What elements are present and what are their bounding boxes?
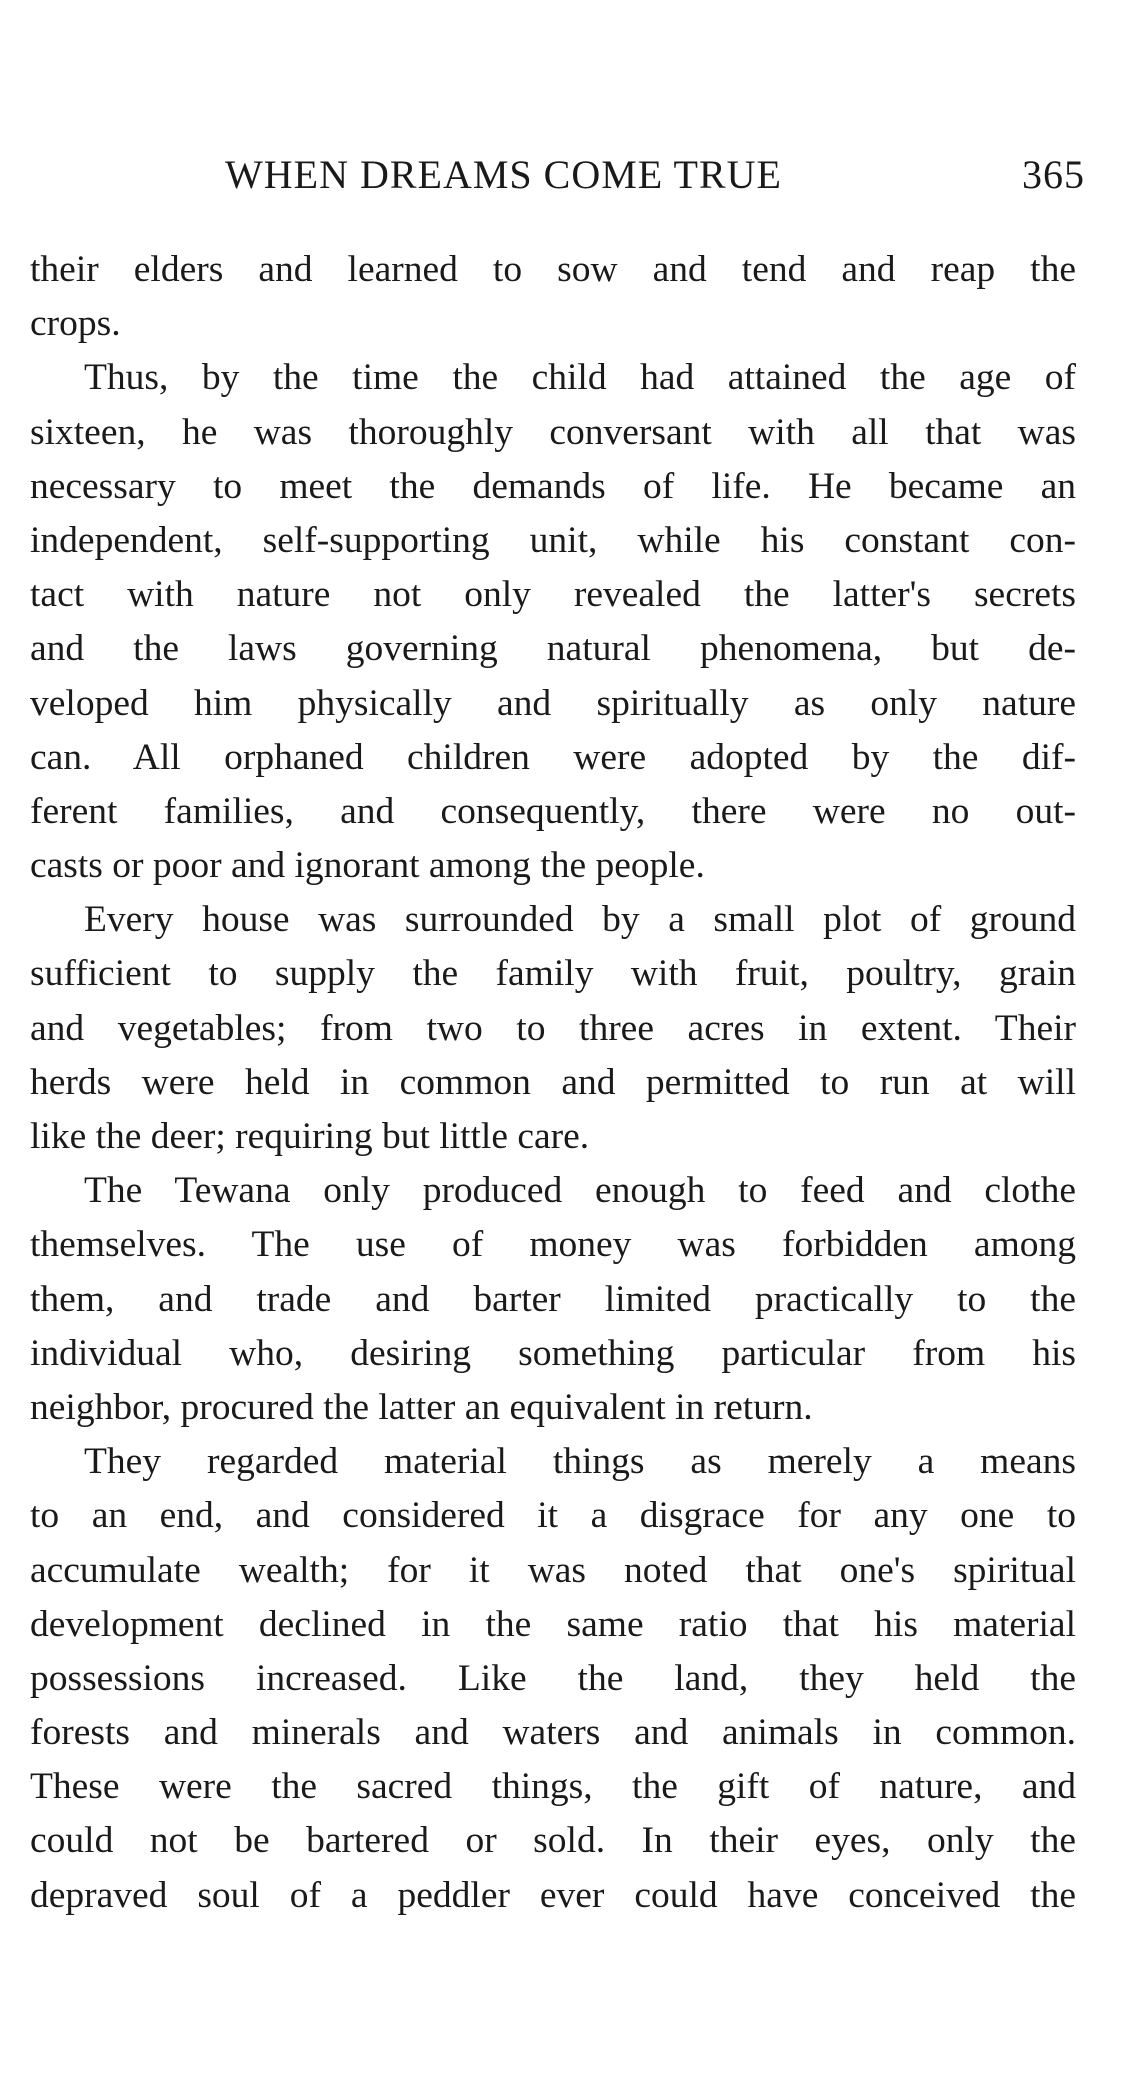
text-line: development declined in the same ratio that his material <box>30 1603 1076 1645</box>
text-line: sufficient to supply the family with fruit, poultry, grain <box>30 953 1076 995</box>
text-line: could not be bartered or sold. In their eyes, only the <box>30 1820 1076 1862</box>
text-line: tact with nature not only revealed the latter's secrets <box>30 574 1076 616</box>
text-line: forests and minerals and waters and animals in common. <box>30 1712 1076 1754</box>
text-line: depraved soul of a peddler ever could have conceived the <box>30 1874 1076 1916</box>
text-line: possessions increased. Like the land, they held the <box>30 1657 1076 1699</box>
text-line: casts or poor and ignorant among the people. <box>30 845 705 887</box>
text-line: ferent families, and consequently, there were no out- <box>30 790 1076 832</box>
text-line: themselves. The use of money was forbidden among <box>30 1224 1076 1266</box>
text-line: necessary to meet the demands of life. He became an <box>30 465 1076 507</box>
text-line: The Tewana only produced enough to feed and clothe <box>84 1170 1076 1212</box>
text-line: can. All orphaned children were adopted by the dif- <box>30 736 1076 778</box>
text-line: to an end, and considered it a disgrace for any one to <box>30 1495 1076 1537</box>
text-line: veloped him physically and spiritually as only nature <box>30 682 1076 724</box>
text-line: like the deer; requiring but little care. <box>30 1116 590 1157</box>
text-line: them, and trade and barter limited practically to the <box>30 1278 1076 1320</box>
text-line: crops. <box>30 303 121 345</box>
text-line: These were the sacred things, the gift of nature, and <box>30 1766 1076 1808</box>
body-text <box>30 243 1076 1923</box>
text-line: They regarded material things as merely a means <box>84 1441 1076 1483</box>
text-line: and the laws governing natural phenomena, but de- <box>30 628 1076 670</box>
text-line: Every house was surrounded by a small plot of ground <box>84 899 1076 941</box>
text-line: independent, self-supporting unit, while his constant con- <box>30 519 1076 561</box>
text-line: accumulate wealth; for it was noted that one's spiritual <box>30 1549 1076 1591</box>
running-title: WHEN DREAMS COME TRUE <box>225 152 782 197</box>
text-line: their elders and learned to sow and tend and reap the <box>30 249 1076 290</box>
text-line: herds were held in common and permitted to run at will <box>30 1061 1076 1103</box>
text-line: individual who, desiring something particular from his <box>30 1332 1076 1374</box>
page-number: 365 <box>1022 152 1085 197</box>
text-line: and vegetables; from two to three acres in extent. Their <box>30 1007 1076 1049</box>
running-head <box>225 150 1085 200</box>
text-line: neighbor, procured the latter an equivalent in return. <box>30 1386 813 1428</box>
text-line: Thus, by the time the child had attained the age of <box>84 357 1076 399</box>
text-line: sixteen, he was thoroughly conversant with all that was <box>30 411 1076 453</box>
